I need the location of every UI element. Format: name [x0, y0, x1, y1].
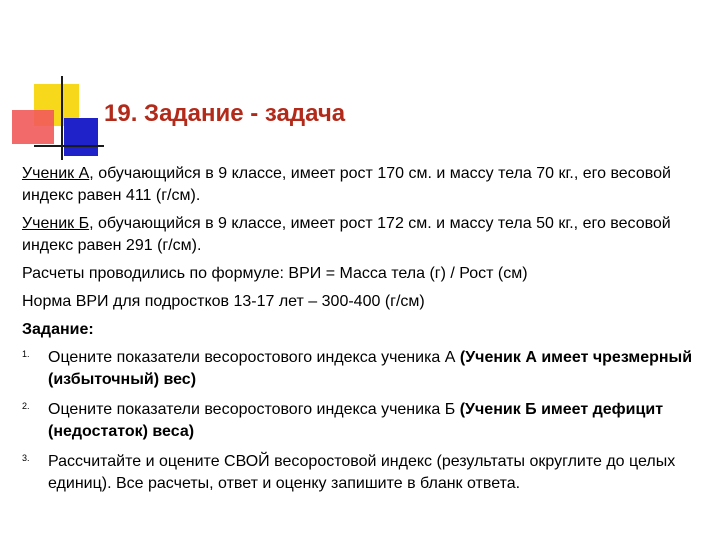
task-list [22, 347, 702, 495]
task-text: Рассчитайте и оцените СВОЙ весоростовой индекс (результаты округлите до целых единиц). Все расчеты, ответ и оценку запишите в бланк ответа. [48, 453, 676, 492]
task-heading: Задание: [22, 321, 94, 338]
red-square [12, 110, 54, 144]
student-b-label: Ученик Б [22, 215, 90, 232]
student-b-text: , обучающийся в 9 классе, имеет рост 172 см. и массу тела 50 кг., его весовой индекс равен 291 (г/см). [22, 215, 671, 254]
blue-square [64, 118, 98, 156]
task-answer: (Ученик Б имеет дефицит (недостаток) веса) [48, 401, 664, 440]
task-answer: (Ученик А имеет чрезмерный (избыточный) вес) [48, 349, 693, 388]
task-number: 3. [22, 453, 30, 463]
norm-paragraph: Норма ВРИ для подростков 13-17 лет – 300-400 (г/см) [22, 293, 425, 310]
formula-paragraph: Расчеты проводились по формуле: ВРИ = Масса тела (г) / Рост (см) [22, 265, 528, 282]
decorative-logo [0, 0, 110, 170]
task-item [22, 399, 702, 443]
task-text: Оцените показатели весоростового индекса ученика А [48, 349, 460, 366]
task-number: 2. [22, 401, 30, 411]
task-item [22, 451, 702, 495]
page-title: 19. Задание - задача [104, 100, 346, 127]
student-a-paragraph [22, 163, 702, 207]
task-text: Оцените показатели весоростового индекса ученика Б [48, 401, 460, 418]
student-b-paragraph [22, 213, 702, 257]
slide-content [22, 163, 702, 503]
task-item [22, 347, 702, 391]
task-number: 1. [22, 349, 30, 359]
student-a-text: , обучающийся в 9 классе, имеет рост 170 см. и массу тела 70 кг., его весовой индекс равен 411 (г/см). [22, 165, 671, 204]
student-a-label: Ученик А [22, 165, 90, 182]
